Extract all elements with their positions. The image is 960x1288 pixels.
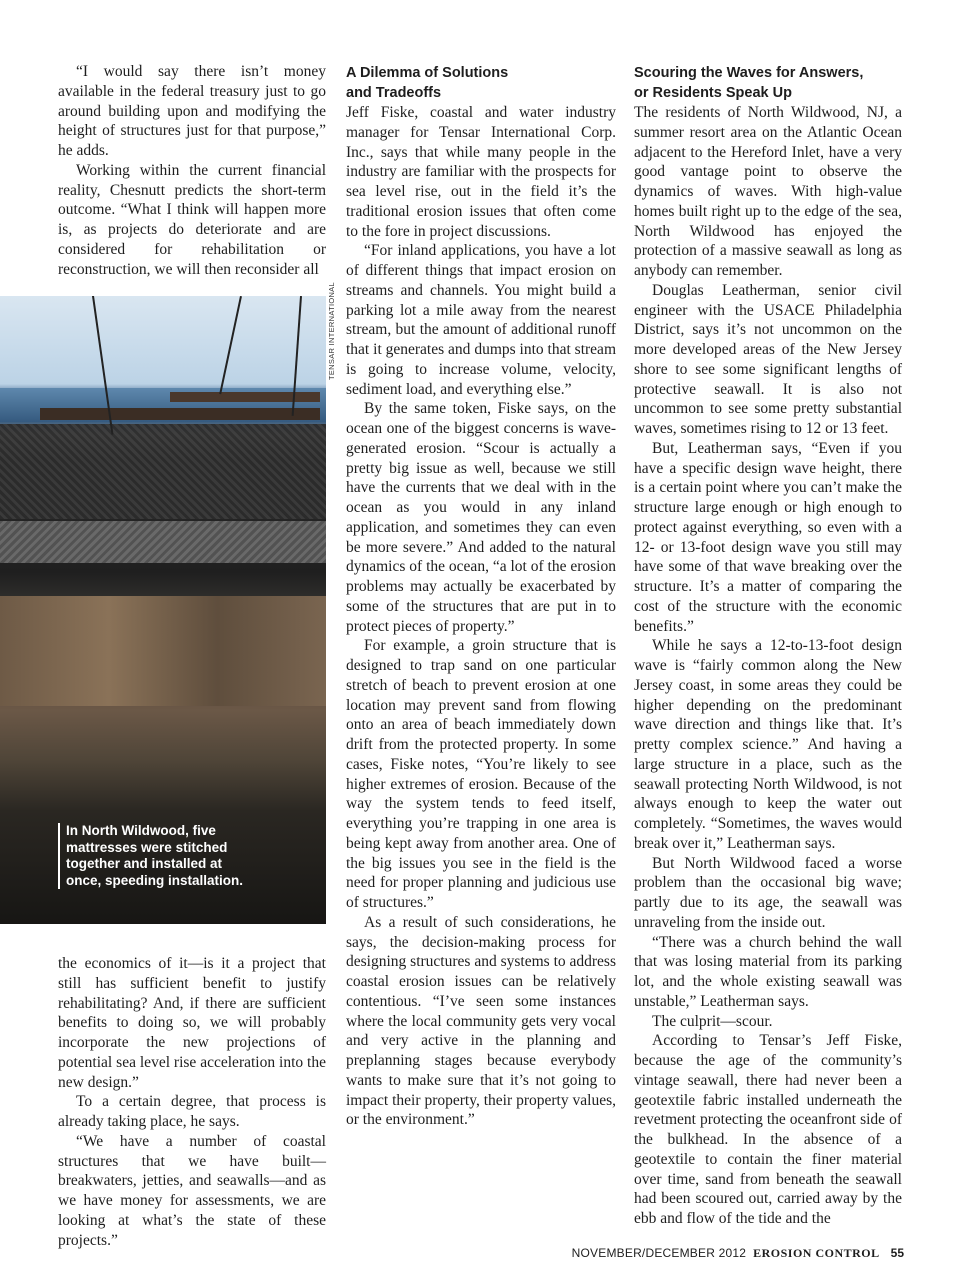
body-paragraph: For example, a groin structure that is designed to trap sand on one particular stretch of beach to prevent erosion at one location may prevent sand from flowing onto an area of beach immediately down drift from the protected property. In some cases, Fiske notes, “You’re likely to see higher extremes of erosion. Because of the way the system tends to feed itself, everything you’re trapping in one area is being kept away from another area. One of the big issues you see in the field is the need for proper planning and judicious use of structures.” xyxy=(346,637,616,911)
body-paragraph: Douglas Leatherman, senior civil engineer with the USACE Philadelphia District, says it’s not uncommon on the more developed areas of the New Jersey shore to see some significant lengths of protective seawall. It is also not uncommon to see some pretty substantial waves, sometimes rising to 12 or 13 feet. xyxy=(634,281,902,437)
photo-credit: TENSAR INTERNATIONAL xyxy=(327,282,336,380)
photo-mattress xyxy=(0,424,326,519)
body-paragraph: Jeff Fiske, coastal and water industry manager for Tensar International Corp. Inc., says that while many people in the industry are familiar with the prospects for sea level rise, out in the field it’s the traditional erosion issues that often come to the fore in project discussions. xyxy=(346,104,616,240)
column-3 xyxy=(634,64,902,1229)
page-number: 55 xyxy=(890,1246,904,1260)
section-heading xyxy=(346,64,616,103)
body-paragraph: According to Tensar’s Jeff Fiske, because the age of the community’s vintage seawall, there had never been a geotextile fabric installed underneath the revetment protecting the oceanfront side of the bulkhead. In the absence of a geotextile to contain the finer material over time, sand from beneath the seawall had been scoured out, carried away by the ebb and flow of the tide and the xyxy=(634,1032,902,1227)
body-paragraph: Working within the current financial reality, Chesnutt predicts the short-term outcome. “What I think will happen more is, as projects do deteriorate and are considered for rehabilitation or reconstruction, we will then reconsider all xyxy=(58,161,326,278)
page-footer xyxy=(572,1246,904,1261)
photo-steel-beam xyxy=(40,408,320,420)
body-paragraph: The residents of North Wildwood, NJ, a summer resort area on the Atlantic Ocean adjacent to the Hereford Inlet, have a very good vantage point to observe the dynamics of waves. With high-value homes built right up to the edge of the sea, North Wildwood has enjoyed the protection of a massive seawall as long as anybody can remember. xyxy=(634,104,902,279)
body-paragraph: “For inland applications, you have a lot of different things that impact erosion on streams and channels. You might build a parking lot a mile away from the nearest stream, but the amount of additional runoff that it generates and dumps into that stream is going to increase volume, velocity, sediment load, and everything else.” xyxy=(346,242,616,398)
body-paragraph: the economics of it—is it a project that still has sufficient benefit to justify rehabilitating? And, if there are sufficient benefits to doing so, we will probably incorporate the new projections of potential sea level rise acceleration into the new design.” xyxy=(58,955,326,1091)
section-heading-line: and Tradeoffs xyxy=(346,84,442,101)
section-heading-line: or Residents Speak Up xyxy=(634,84,792,101)
body-paragraph: The culprit—scour. xyxy=(652,1012,773,1030)
issue-date: NOVEMBER/DECEMBER 2012 xyxy=(571,1246,747,1260)
section-heading-line: Scouring the Waves for Answers, xyxy=(634,65,864,81)
body-paragraph: “There was a church behind the wall that was losing material from its parking lot, and the whole existing seawall was unstable,” Leatherman says. xyxy=(634,933,902,1010)
photo-crane-cable xyxy=(219,296,242,394)
body-paragraph: “I would say there isn’t money available in the federal treasury just to go around building upon and modifying the height of structures just for that purpose,” he adds. xyxy=(58,63,326,159)
column-1-top xyxy=(58,62,326,279)
body-paragraph: But, Leatherman says, “Even if you have a specific design wave height, there is a certain point where you can’t make the structure large enough or high enough to protect against everything, so even with a 12- or 13-foot design wave you still may have some of that wave breaking over the structure. It’s a matter of comparing the cost of the structure with the economic benefits.” xyxy=(634,439,902,635)
photo-steel-beam xyxy=(170,392,320,402)
body-paragraph: To a certain degree, that process is already taking place, he says. xyxy=(58,1093,326,1130)
body-paragraph: “We have a number of coastal structures that we have built—breakwaters, jetties, and seawalls—and as we have money for assessments, we are looking at what’s the state of these projects.” xyxy=(58,1132,326,1249)
body-paragraph: While he says a 12-to-13-foot design wave is “fairly common along the New Jersey coast, in some areas they could be higher depending on the predominant wave direction and things like that. It’s pretty complex science.” And having a large structure in a place, such as the seawall protecting North Wildwood, is not always enough to keep the water out completely. “Sometimes, the waves would break over it,” Leatherman says. xyxy=(634,637,902,852)
photo-mattress xyxy=(0,521,326,563)
body-paragraph: By the same token, Fiske says, on the ocean one of the biggest concerns is wave-generated erosion. “Scour is actually a pretty big issue as well, because we still have the currents that we deal with in the ocean as you would in any inland application, and sometimes they can even be more severe.” And added to the natural dynamics of the ocean, “a lot of the erosion problems may actually be exacerbated by some of the structures that are put in to protect pieces of property.” xyxy=(346,400,616,635)
body-paragraph: But North Wildwood faced a worse problem than the occasional big wave; partly due to its age, the seawall was unraveling from the inside out. xyxy=(634,854,902,931)
body-paragraph: As a result of such considerations, he says, the decision-making process for designing structures and systems to address coastal erosion issues can be relatively contentious. “I’ve seen some instances where the local community gets very vocal and very active in the planning and preplanning stages because everybody wants to make sure that it’s not going to impact their property, their property values, or the environment.” xyxy=(346,913,616,1129)
section-heading xyxy=(634,64,902,103)
photo-barge-deck xyxy=(0,596,326,706)
section-heading-line: A Dilemma of Solutions xyxy=(346,65,509,81)
column-2 xyxy=(346,64,616,1130)
column-1-bottom xyxy=(58,954,326,1250)
magazine-name: EROSION CONTROL xyxy=(753,1246,880,1260)
photo-caption: In North Wildwood, five mattresses were stitched together and installed at once, speeding installation. xyxy=(58,823,258,889)
